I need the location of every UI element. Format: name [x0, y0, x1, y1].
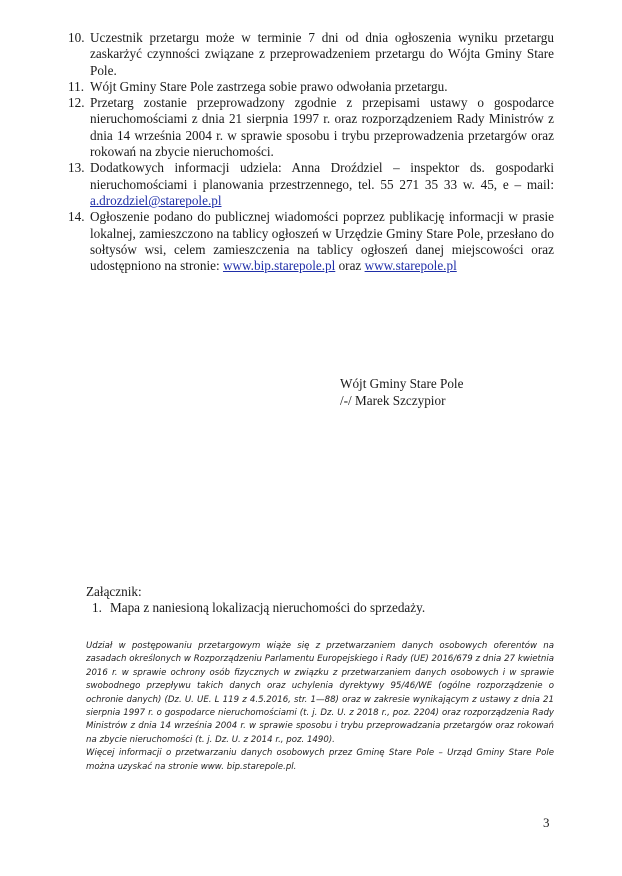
list-item [68, 95, 554, 160]
list-item [68, 160, 554, 209]
list-item-text [90, 160, 554, 209]
connector-text: oraz [335, 258, 365, 274]
signature-block [340, 376, 463, 409]
list-item [68, 79, 554, 95]
attachment-label: Załącznik: [86, 584, 142, 599]
list-item-number: 12. [68, 95, 85, 111]
list-item [68, 30, 554, 79]
list-item-number: 10. [68, 30, 85, 45]
page-number: 3 [543, 815, 550, 830]
attachment-item [86, 600, 425, 616]
list-item-number: 13. [68, 160, 85, 176]
list-item-number: 14. [68, 209, 85, 225]
attachment-item-text: Mapa z naniesioną lokalizacją nieruchomości do sprzedaży. [110, 600, 426, 615]
list-item [68, 209, 554, 274]
website-link[interactable]: www.starepole.pl [364, 258, 457, 274]
numbered-list [68, 30, 554, 274]
list-item-text [90, 209, 554, 274]
list-item-number: 11. [68, 78, 84, 94]
footnote-paragraph: Więcej informacji o przetwarzaniu danych osobowych przez Gminę Stare Pole – Urząd Gminy Stare Pole można uzyskać na stronie www. bip.starepole.pl. [86, 748, 554, 772]
attachment-item-number: 1. [92, 600, 102, 615]
data-protection-footnote [86, 640, 554, 774]
attachment-section [86, 584, 425, 616]
email-link[interactable]: a.drozdziel@starepole.pl [90, 192, 222, 208]
list-item-text: Wójt Gminy Stare Pole zastrzega sobie prawo odwołania przetargu. [90, 78, 448, 94]
signature-name: /-/ Marek Szczypior [340, 392, 446, 408]
bip-website-link[interactable]: www.bip.starepole.pl [222, 258, 336, 274]
contact-text: Dodatkowych informacji udziela: Anna Droździel – inspektor ds. gospodarki nieruchomościami i planowania przestrzennego, tel. 55 271 35 33 w. 45, e – mail: [90, 160, 554, 192]
signature-title: Wójt Gminy Stare Pole [340, 376, 464, 391]
footnote-paragraph: Udział w postępowaniu przetargowym wiąże się z przetwarzaniem danych osobowych oferentów na zasadach określonych w Rozporządzeniu Parlamentu Europejskiego i Rady (UE) 2016/679 z dnia 27 kwietnia 2016 r. w sprawie ochrony osób fizycznych w związku z przetwarzaniem danych osobowych i w sprawie swobodnego przepływu takich danych oraz uchylenia dyrektywy 95/46/WE (ogólne rozporządzenie o ochronie danych) (Dz. U. UE. L 119 z 4.5.2016, str. 1—88) oraz w zakresie wynikającym z ustawy z dnia 21 sierpnia 1997 r. o gospodarce nieruchomościami (t. j. Dz. U. z 2018 r., poz. 2204) oraz rozporządzenia Rady Ministrów z dnia 14 września 2004 r. w sprawie sposobu i trybu przeprowadzania przetargów oraz rokowań na zbycie nieruchomości (t. j. Dz. U. z 2014 r., poz. 1490). [86, 641, 554, 745]
list-item-text: Uczestnik przetargu może w terminie 7 dni od dnia ogłoszenia wyniku przetargu zaskarżyć czynności związane z przeprowadzeniem przetargu do Wójta Gminy Stare Pole. [90, 30, 554, 78]
list-item-text: Przetarg zostanie przeprowadzony zgodnie z przepisami ustawy o gospodarce nieruchomościami z dnia 21 sierpnia 1997 r. oraz rozporządzeniem Rady Ministrów z dnia 14 września 2004 r. w sprawie sposobu i trybu przeprowadzenia przetargów oraz rokowań na zbycie nieruchomości. [90, 95, 554, 160]
publication-text: Ogłoszenie podano do publicznej wiadomości poprzez publikację informacji w prasie lokalnej, zamieszczono na tablicy ogłoszeń w Urzędzie Gminy Stare Pole, przesłano do sołtysów wsi, celem zamieszczenia na tablicy ogłoszeń danej miejscowości oraz udostępniono na stronie: [90, 209, 554, 274]
